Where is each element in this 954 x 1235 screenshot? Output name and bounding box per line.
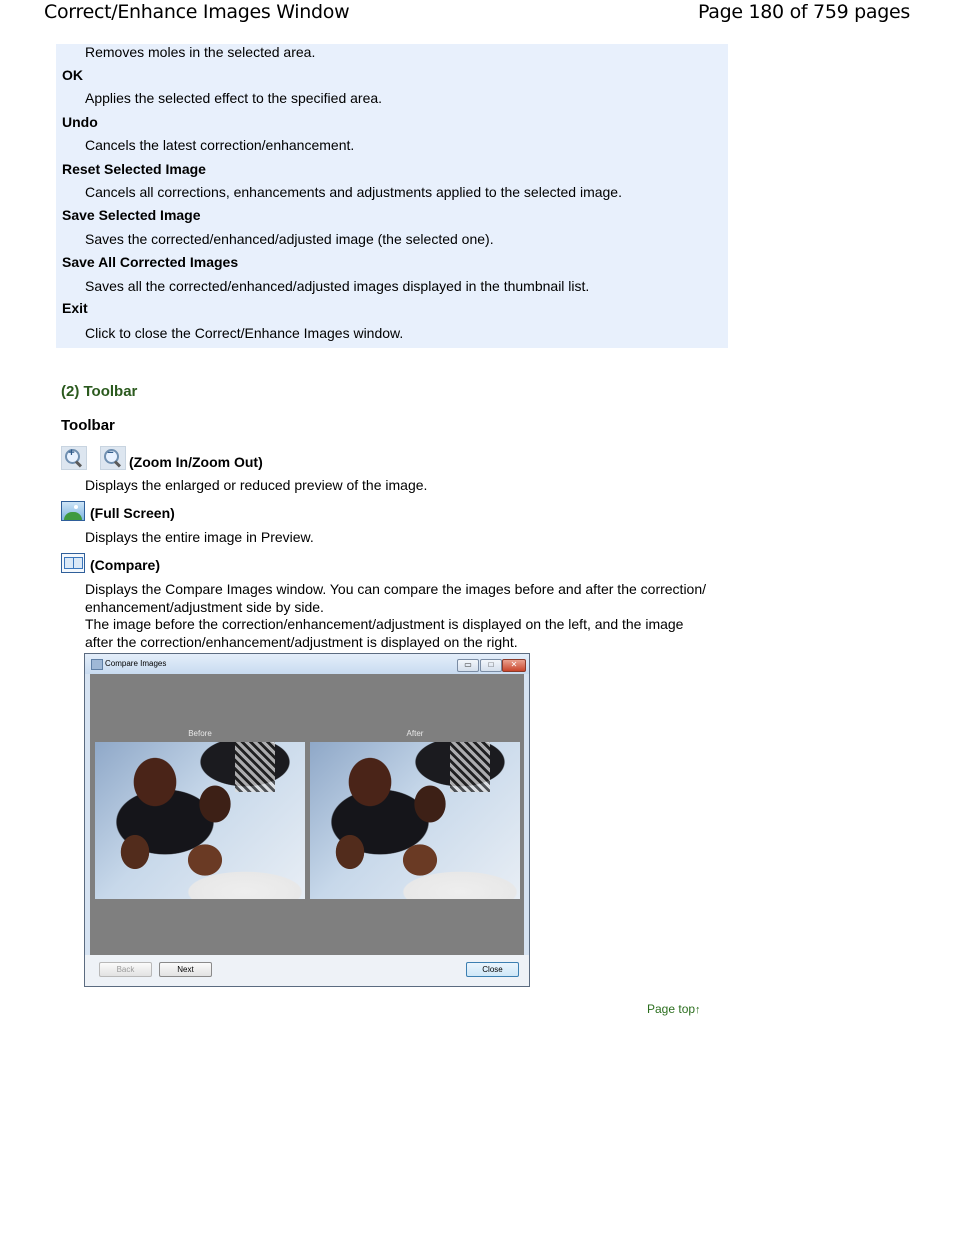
tool-full-screen bbox=[61, 501, 175, 521]
close-button[interactable]: Close bbox=[466, 962, 519, 977]
next-button[interactable]: Next bbox=[159, 962, 212, 977]
window-title: Compare Images bbox=[105, 659, 167, 668]
tool-desc: Displays the entire image in Preview. bbox=[85, 529, 314, 545]
back-button[interactable]: Back bbox=[99, 962, 152, 977]
after-image bbox=[310, 742, 520, 899]
definitions-box bbox=[56, 44, 728, 348]
definition-term: Exit bbox=[62, 300, 88, 316]
app-icon bbox=[91, 659, 103, 670]
definition-desc: Cancels all corrections, enhancements and adjustments applied to the selected image. bbox=[85, 184, 622, 200]
definition-desc: Cancels the latest correction/enhancement. bbox=[85, 137, 355, 153]
definition-desc: Saves the corrected/enhanced/adjusted image (the selected one). bbox=[85, 231, 494, 247]
tool-label: (Zoom In/Zoom Out) bbox=[129, 454, 263, 470]
tool-desc bbox=[85, 581, 725, 651]
compare-body bbox=[90, 674, 524, 955]
window-title-bar bbox=[85, 654, 529, 674]
full-screen-icon bbox=[61, 501, 85, 521]
minimize-icon[interactable]: ▭ bbox=[457, 659, 479, 672]
tool-label: (Compare) bbox=[90, 557, 161, 573]
tool-label: (Full Screen) bbox=[90, 505, 175, 521]
tool-zoom bbox=[61, 446, 263, 470]
definition-desc: Removes moles in the selected area. bbox=[85, 44, 316, 60]
definition-desc: Saves all the corrected/enhanced/adjusted images displayed in the thumbnail list. bbox=[85, 278, 590, 294]
page-header bbox=[0, 0, 954, 30]
before-image bbox=[95, 742, 305, 899]
page-number: Page 180 of 759 pages bbox=[697, 1, 910, 23]
zoom-in-icon: + bbox=[61, 446, 87, 470]
maximize-icon[interactable]: □ bbox=[480, 659, 502, 672]
definition-term: OK bbox=[62, 67, 83, 83]
compare-images-window bbox=[84, 653, 530, 987]
arrow-up-icon: ↑ bbox=[695, 1004, 701, 1016]
tool-compare bbox=[61, 553, 160, 573]
definition-desc: Applies the selected effect to the specified area. bbox=[85, 90, 383, 106]
before-label: Before bbox=[188, 729, 212, 738]
section-title: (2) Toolbar bbox=[61, 383, 138, 400]
subsection-title: Toolbar bbox=[61, 417, 115, 434]
tool-desc-line: Displays the Compare Images window. You can compare the images before and after the correction/ bbox=[85, 581, 707, 597]
close-icon[interactable]: ✕ bbox=[502, 659, 526, 672]
tool-desc: Displays the enlarged or reduced preview of the image. bbox=[85, 477, 428, 493]
page-top-label[interactable]: Page top bbox=[647, 1002, 696, 1016]
document-title: Correct/Enhance Images Window bbox=[44, 1, 350, 23]
after-label: After bbox=[406, 729, 424, 738]
compare-icon bbox=[61, 553, 85, 573]
definition-term: Reset Selected Image bbox=[62, 161, 206, 177]
window-footer bbox=[85, 955, 529, 986]
tool-desc-line: enhancement/adjustment side by side. bbox=[85, 598, 324, 615]
definition-term: Save All Corrected Images bbox=[62, 254, 239, 270]
tool-desc-line: The image before the correction/enhancement/adjustment is displayed on the left, and the image bbox=[85, 616, 684, 632]
zoom-out-icon: − bbox=[100, 446, 126, 470]
definition-term: Undo bbox=[62, 114, 98, 130]
definition-term: Save Selected Image bbox=[62, 207, 201, 223]
page-top-link[interactable] bbox=[647, 1002, 701, 1016]
tool-desc-line: after the correction/enhancement/adjustment is displayed on the right. bbox=[85, 633, 518, 650]
definition-desc: Click to close the Correct/Enhance Images window. bbox=[85, 325, 404, 341]
